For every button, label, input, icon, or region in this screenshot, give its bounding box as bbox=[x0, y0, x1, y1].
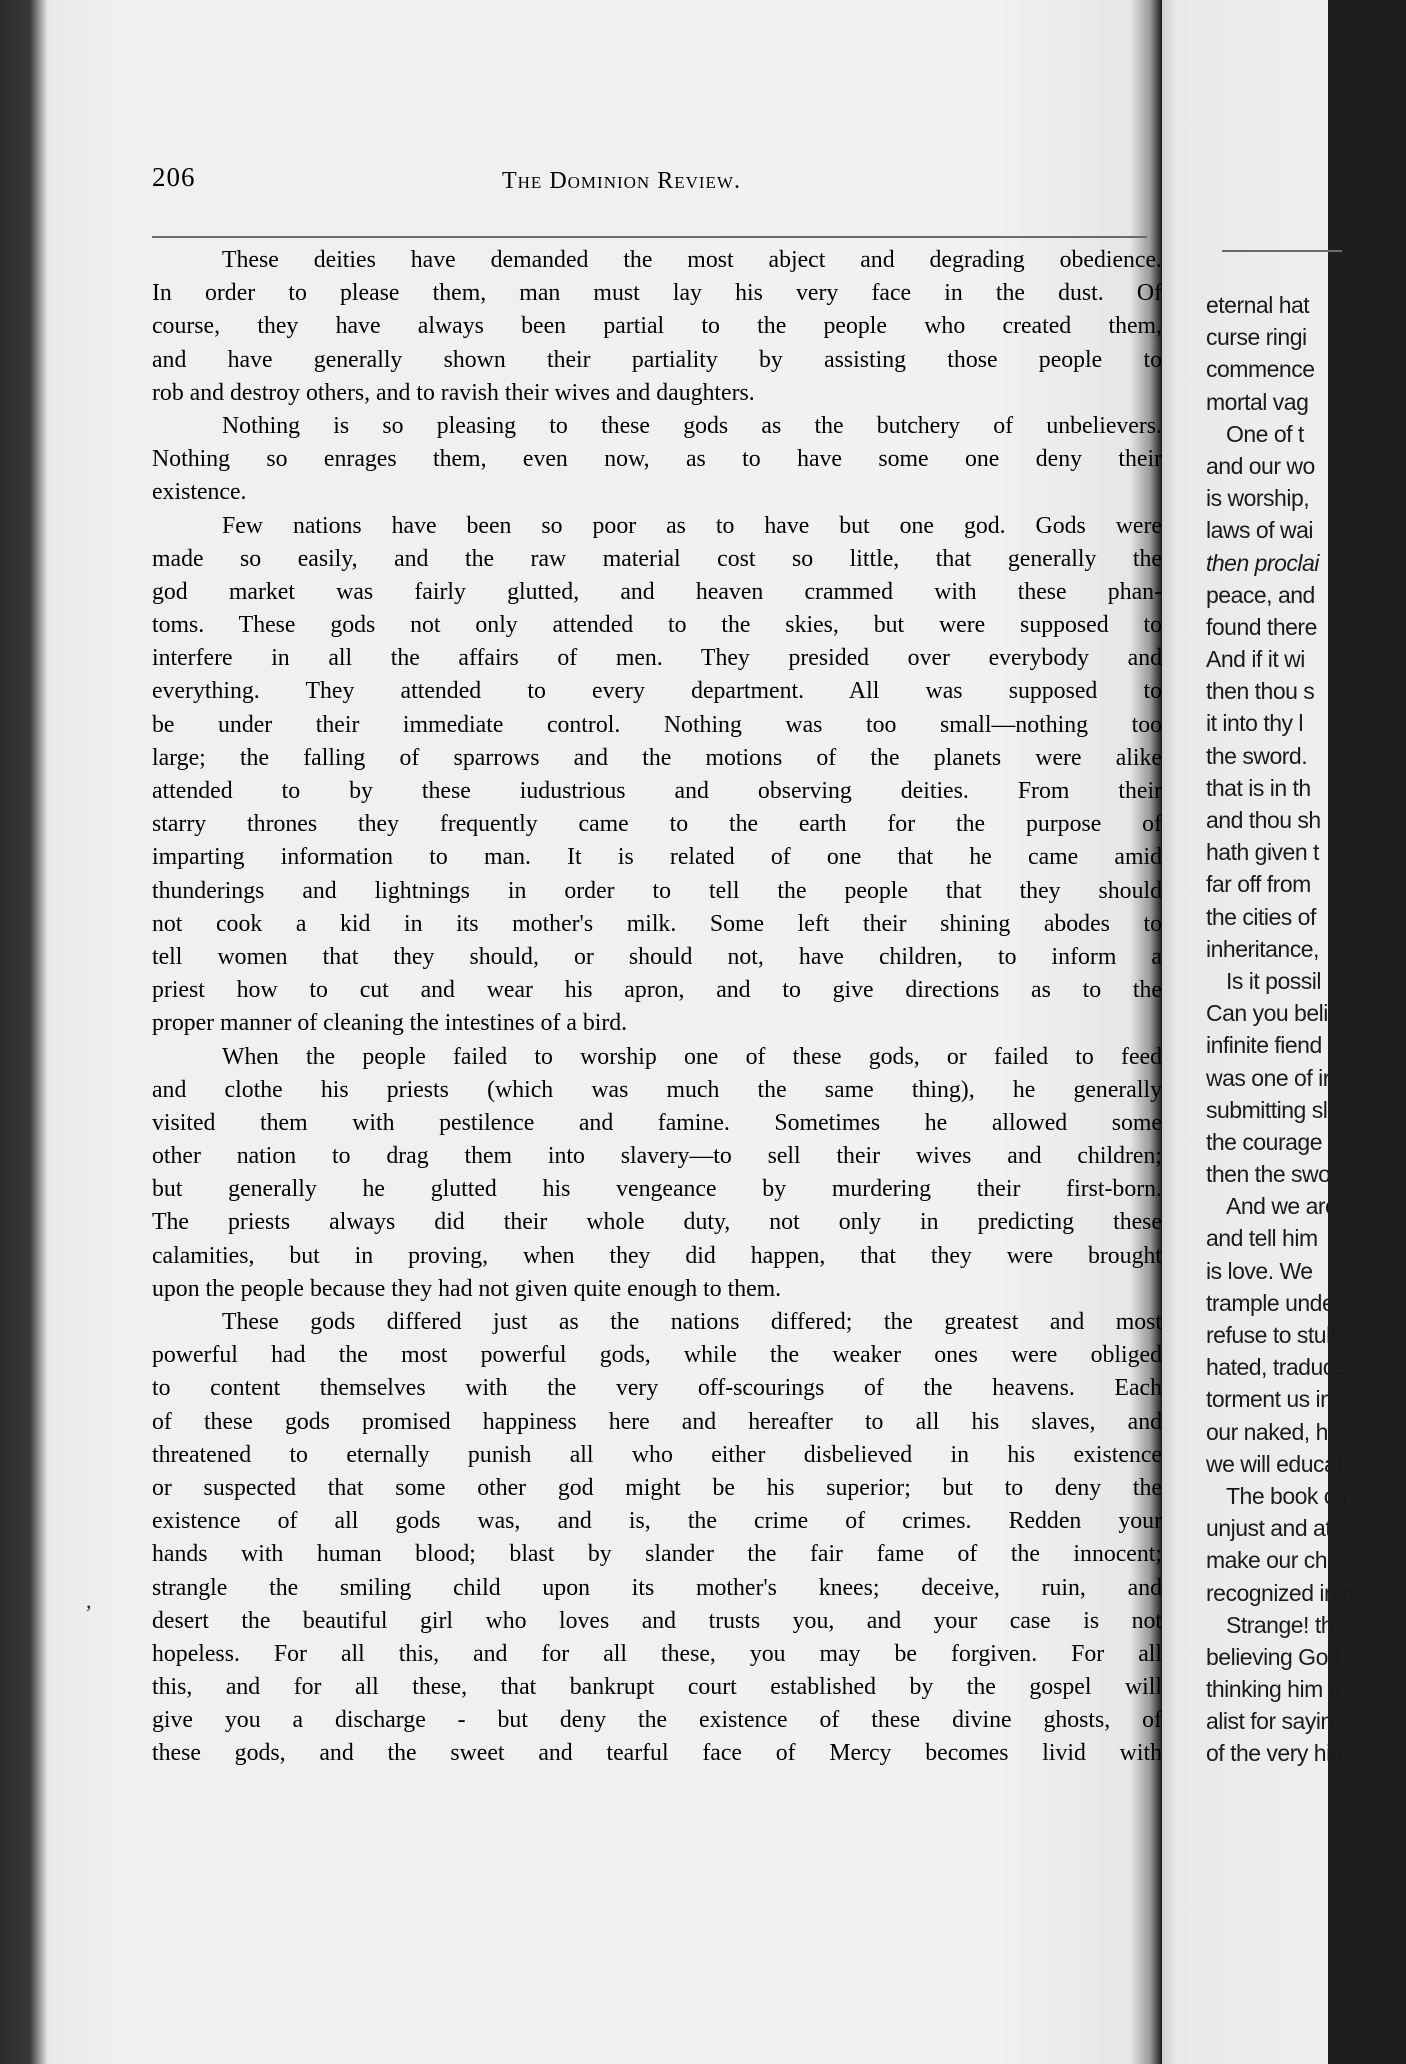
header-rule bbox=[152, 236, 1147, 238]
text-line: In order to please them, man must lay his very face in the dust. Of bbox=[152, 280, 1162, 307]
text-line: but generally he glutted his vengeance by murdering their first-born. bbox=[152, 1176, 1162, 1203]
right-text-line: The book ca bbox=[1226, 1482, 1348, 1509]
text-line: These gods differed just as the nations differed; the greatest and most bbox=[222, 1309, 1162, 1335]
right-text-line: hated, traduce bbox=[1206, 1354, 1347, 1381]
text-line: everything. They attended to every department. All was supposed to bbox=[152, 678, 1162, 705]
right-text-line: the courage t bbox=[1206, 1128, 1334, 1155]
text-line: this, and for all these, that bankrupt court established by the gospel will bbox=[152, 1674, 1162, 1701]
right-text-line: and thou sh bbox=[1206, 807, 1321, 833]
right-text-line: and tell him bbox=[1206, 1225, 1318, 1252]
text-line: starry thrones they frequently came to the earth for the purpose of bbox=[152, 811, 1162, 838]
text-line: these gods, and the sweet and tearful face of Mercy becomes livid with bbox=[152, 1740, 1162, 1767]
page-number: 206 bbox=[152, 162, 196, 192]
right-text-line: mortal vag bbox=[1206, 388, 1309, 415]
article-body bbox=[152, 244, 1162, 1771]
text-line: large; the falling of sparrows and the motions of the planets were alike bbox=[152, 744, 1162, 771]
margin-mark: , bbox=[86, 1588, 92, 1613]
text-line: Few nations have been so poor as to have but one god. Gods were bbox=[222, 512, 1162, 539]
right-text-line: torment us in bbox=[1206, 1386, 1333, 1413]
text-line: be under their immediate control. Nothing was too small—nothing too bbox=[152, 711, 1162, 738]
right-text-line: eternal hat bbox=[1206, 292, 1310, 318]
right-text-line: unjust and atr bbox=[1206, 1515, 1339, 1542]
right-text-line: curse ringi bbox=[1206, 324, 1307, 351]
right-text-line: laws of wai bbox=[1206, 517, 1313, 544]
right-text-line: is love. We bbox=[1206, 1257, 1313, 1284]
right-text-line: is worship, bbox=[1206, 485, 1310, 512]
text-line: These deities have demanded the most abject and degrading obedience. bbox=[222, 247, 1162, 273]
text-line: hands with human blood; blast by slander the fair fame of the innocent; bbox=[152, 1541, 1162, 1568]
text-line: tell women that they should, or should not, have children, to inform a bbox=[152, 943, 1162, 970]
text-line: desert the beautiful girl who loves and trusts you, and your case is not bbox=[152, 1607, 1162, 1634]
text-line: calamities, but in proving, when they did happen, that they were brought bbox=[152, 1242, 1162, 1269]
right-text-line: refuse to stult bbox=[1206, 1322, 1337, 1348]
page-header bbox=[152, 162, 1152, 202]
right-text-line: then thou s bbox=[1206, 678, 1315, 705]
running-title: The Dominion Review. bbox=[502, 168, 741, 194]
right-page-rule bbox=[1222, 250, 1342, 252]
right-text-line: submitting sl bbox=[1206, 1096, 1328, 1123]
text-line: and clothe his priests (which was much the same thing), he generally bbox=[152, 1076, 1162, 1103]
right-text-line: commence bbox=[1206, 356, 1315, 383]
text-line: imparting information to man. It is related of one that he came amid bbox=[152, 844, 1162, 871]
text-line: When the people failed to worship one of these gods, or failed to feed bbox=[222, 1043, 1162, 1070]
right-text-line: the sword. bbox=[1206, 742, 1308, 769]
right-text-line: of the very hig bbox=[1206, 1740, 1343, 1767]
text-line: hopeless. For all this, and for all these, you may be forgiven. For all bbox=[152, 1640, 1162, 1667]
right-text-line: Can you beli bbox=[1206, 1000, 1328, 1027]
right-text-line: And we are bbox=[1226, 1193, 1338, 1220]
text-line: of these gods promised happiness here and hereafter to all his slaves, and bbox=[152, 1408, 1162, 1435]
right-text-line: infinite fiend bbox=[1206, 1032, 1322, 1059]
text-line: interfere in all the affairs of men. They presided over everybody and bbox=[152, 645, 1162, 672]
right-text-line: was one of ir bbox=[1206, 1064, 1330, 1091]
text-line: god market was fairly glutted, and heaven crammed with these phan- bbox=[152, 578, 1162, 605]
right-text-line: peace, and bbox=[1206, 581, 1315, 608]
right-text-line: that is in th bbox=[1206, 774, 1311, 801]
right-text-line: it into thy l bbox=[1206, 710, 1304, 737]
text-line: Nothing is so pleasing to these gods as the butchery of unbelievers. bbox=[222, 412, 1162, 439]
right-text-line: Is it possil bbox=[1226, 967, 1321, 994]
right-text-line: And if it wi bbox=[1206, 646, 1305, 673]
right-page bbox=[1162, 0, 1354, 2064]
text-line: existence of all gods was, and is, the crime of crimes. Redden your bbox=[152, 1508, 1162, 1535]
text-line: threatened to eternally punish all who either disbelieved in his existence bbox=[152, 1441, 1162, 1468]
text-line: strangle the smiling child upon its mother's knees; deceive, ruin, and bbox=[152, 1574, 1162, 1601]
text-line: or suspected that some other god might be his superior; but to deny the bbox=[152, 1474, 1162, 1501]
right-text-line: then proclai bbox=[1206, 549, 1319, 576]
text-line: proper manner of cleaning the intestines of a bird. bbox=[152, 1010, 628, 1037]
text-line: to content themselves with the very off-scourings of the heavens. Each bbox=[152, 1375, 1162, 1402]
right-text-line: we will educat bbox=[1206, 1450, 1343, 1477]
right-text-line: believing God bbox=[1206, 1643, 1341, 1670]
text-line: thunderings and lightnings in order to tell the people that they should bbox=[152, 877, 1162, 904]
right-text-line: found there bbox=[1206, 613, 1317, 640]
right-text-line: recognized in c bbox=[1206, 1579, 1354, 1606]
right-text-line: far off from bbox=[1206, 871, 1311, 898]
right-text-line: trample unde bbox=[1206, 1289, 1335, 1316]
text-line: priest how to cut and wear his apron, and to give directions as to the bbox=[152, 977, 1162, 1004]
right-text-line: the cities of bbox=[1206, 903, 1316, 930]
right-text-line: Strange! th bbox=[1226, 1611, 1334, 1638]
text-line: rob and destroy others, and to ravish their wives and daughters. bbox=[152, 379, 755, 406]
text-line: existence. bbox=[152, 479, 247, 506]
text-line: toms. These gods not only attended to the skies, but were supposed to bbox=[152, 612, 1162, 639]
text-line: made so easily, and the raw material cost so little, that generally the bbox=[152, 545, 1162, 572]
right-text-line: make our chil bbox=[1206, 1547, 1337, 1574]
text-line: The priests always did their whole duty, not only in predicting these bbox=[152, 1209, 1162, 1236]
right-text-line: then the swor bbox=[1206, 1161, 1338, 1188]
text-line: powerful had the most powerful gods, while the weaker ones were obliged bbox=[152, 1342, 1162, 1369]
text-line: upon the people because they had not given quite enough to them. bbox=[152, 1275, 782, 1302]
right-text-line: thinking him g bbox=[1206, 1676, 1341, 1703]
text-line: Nothing so enrages them, even now, as to have some one deny their bbox=[152, 446, 1162, 473]
right-text-line: hath given t bbox=[1206, 839, 1319, 866]
text-line: not cook a kid in its mother's milk. Some left their shining abodes to bbox=[152, 910, 1162, 937]
text-line: course, they have always been partial to the people who created them, bbox=[152, 313, 1162, 340]
text-line: and have generally shown their partiality by assisting those people to bbox=[152, 346, 1162, 373]
text-line: other nation to drag them into slavery—to sell their wives and children; bbox=[152, 1143, 1162, 1170]
right-text-line: One of t bbox=[1226, 420, 1304, 447]
right-text-line: and our wo bbox=[1206, 452, 1315, 479]
right-text-line: alist for sayin bbox=[1206, 1708, 1333, 1735]
text-line: visited them with pestilence and famine. Sometimes he allowed some bbox=[152, 1109, 1162, 1136]
right-page-text bbox=[1206, 289, 1406, 1770]
right-text-line: our naked, he bbox=[1206, 1418, 1341, 1445]
right-text-line: inheritance, bbox=[1206, 935, 1319, 962]
text-line: attended to by these iudustrious and observing deities. From their bbox=[152, 778, 1162, 804]
text-line: give you a discharge - but deny the existence of these divine ghosts, of bbox=[152, 1707, 1162, 1734]
